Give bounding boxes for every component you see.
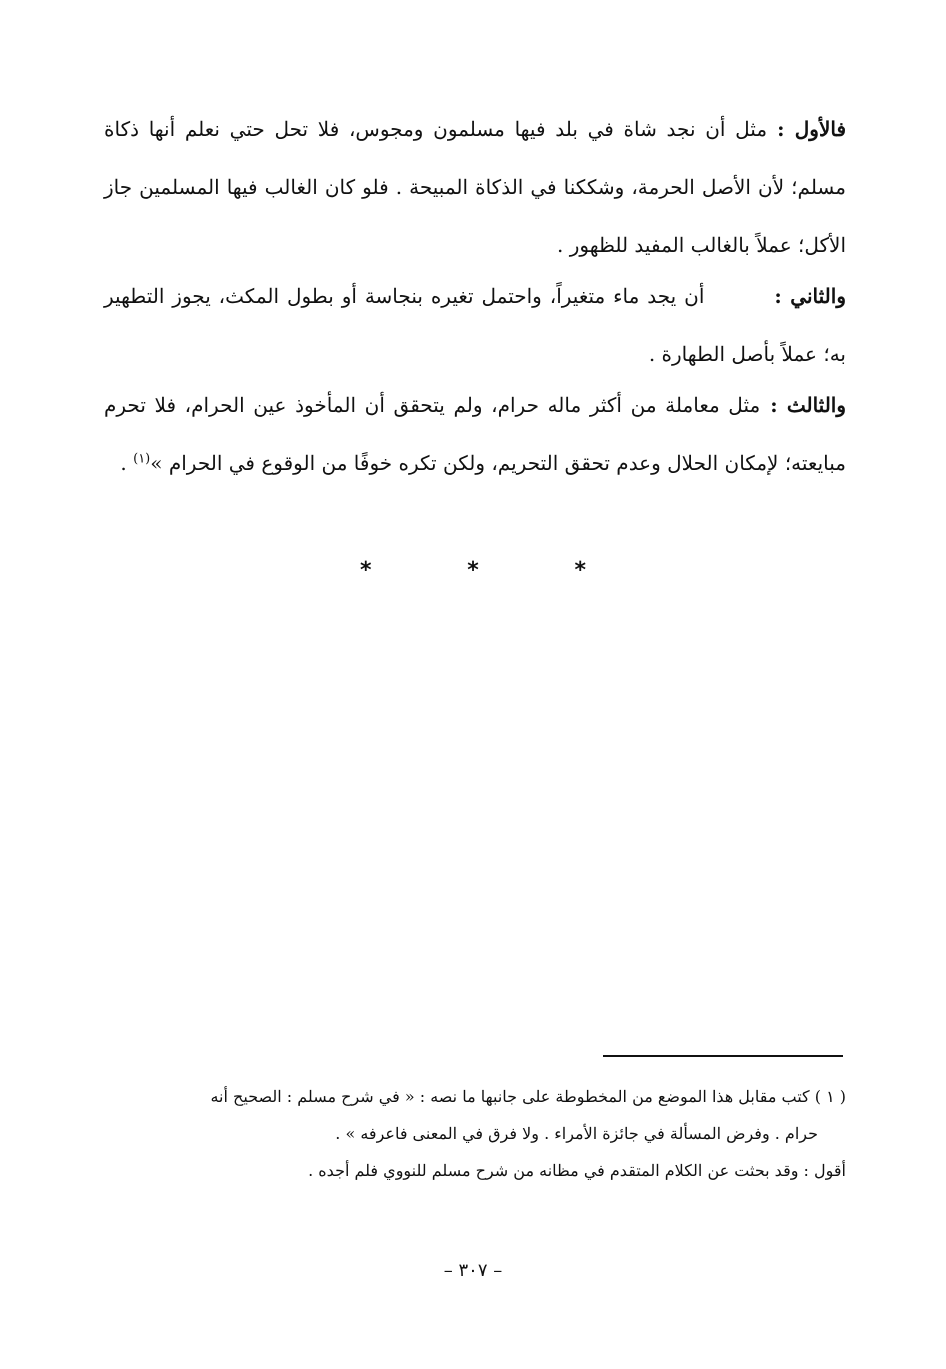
footnotes	[104, 1078, 846, 1189]
paragraph-text: مثل أن نجد شاة في بلد فيها مسلمون ومجوس، فلا تحل حتي نعلم أنها ذكاة مسلم؛ لأن الأصل الحرمة، وشككنا في الذكاة المبيحة . فلو كان الغالب فيها المسلمين جاز الأكل؛ عملاً بالغالب المفيد للظهور .	[104, 117, 846, 257]
asterisk-icon: *	[360, 558, 372, 583]
paragraph-second	[104, 267, 846, 383]
footnote-line: حرام . وفرض المسألة في جائزة الأمراء . ولا فرق في المعنى فاعرفه » .	[335, 1124, 818, 1143]
paragraph-text: مثل معاملة من أكثر ماله حرام، ولم يتحقق أن المأخوذ عين الحرام، فلا تحرم مبايعته؛ لإمكان الحلال وعدم تحقق التحريم، ولكن تكره خوفًا من الوقوع في الحرام »	[104, 393, 846, 475]
page-number: – ٣٠٧ –	[443, 1260, 503, 1281]
asterisk-icon: *	[574, 558, 586, 583]
paragraph-third	[104, 376, 846, 492]
footnote-line: ( ١ ) كتب مقابل هذا الموضع من المخطوطة على جانبها ما نصه : « في شرح مسلم : الصحيح أنه	[210, 1087, 846, 1106]
paragraph-lead: والثاني :	[774, 284, 846, 308]
section-separator	[360, 558, 586, 583]
paragraph-lead: فالأول :	[777, 117, 846, 141]
paragraph-first	[104, 100, 846, 274]
footnote-reference[interactable]: (١)	[133, 451, 151, 467]
footnote-divider	[603, 1055, 843, 1057]
paragraph-lead: والثالث :	[770, 393, 847, 417]
asterisk-icon: *	[467, 558, 479, 583]
footnote-line: أقول : وقد بحثت عن الكلام المتقدم في مظانه من شرح مسلم للنووي فلم أجده .	[308, 1161, 846, 1180]
paragraph-text: أن يجد ماء متغيراً، واحتمل تغيره بنجاسة أو بطول المكث، يجوز التطهير به؛ عملاً بأصل الطهارة .	[104, 284, 846, 366]
paragraph-end: .	[120, 451, 127, 475]
